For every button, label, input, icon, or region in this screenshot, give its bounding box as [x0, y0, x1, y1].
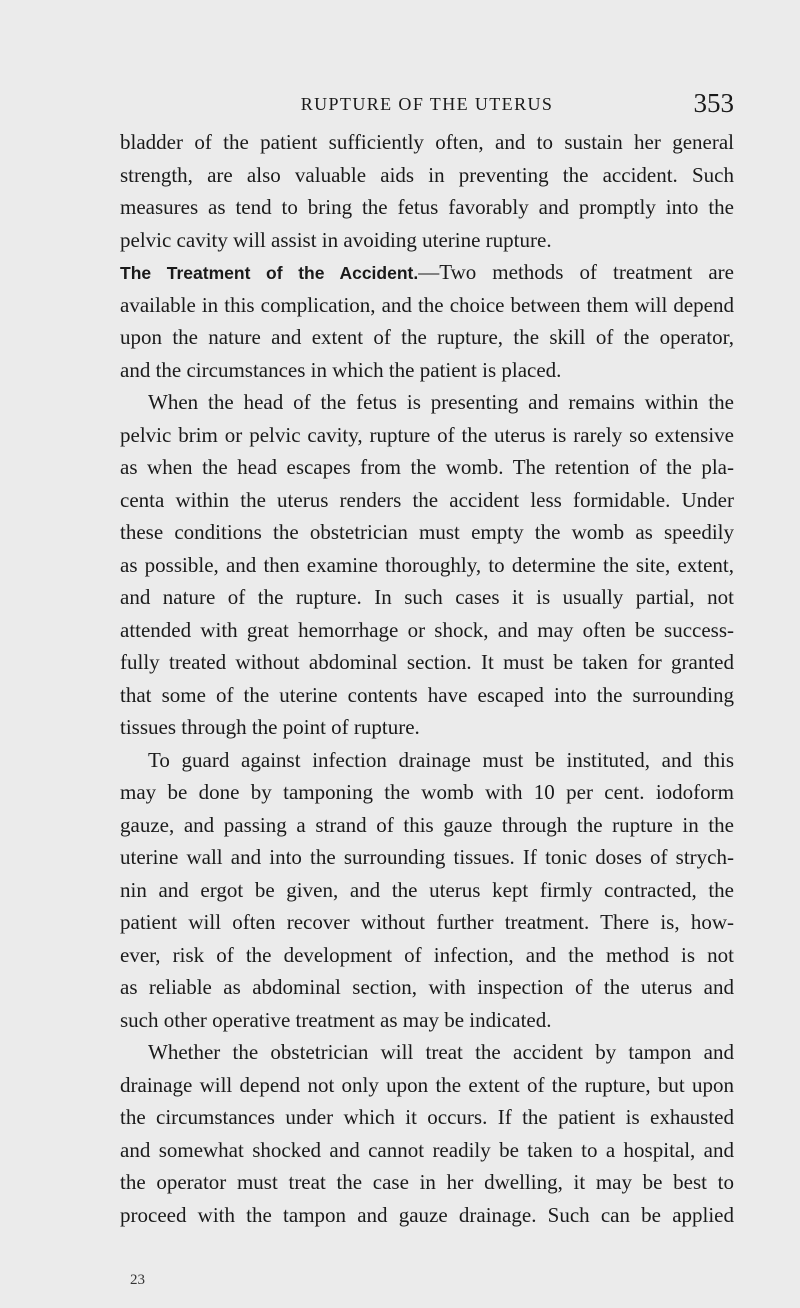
text-line: ever, risk of the development of infection, and the method is not — [120, 942, 734, 967]
text-line-fragment: —Two methods of treatment are — [418, 260, 734, 284]
signature-mark: 23 — [130, 1272, 145, 1288]
text-line: centa within the uterus renders the accident less formidable. Under — [120, 487, 734, 512]
text-line: the circumstances under which it occurs. If the patient is exhausted — [120, 1105, 734, 1129]
text-line: available in this complication, and the choice between them will depend — [120, 292, 734, 317]
text-line: as reliable as abdominal section, with inspection of the uterus and — [120, 975, 734, 999]
running-head — [120, 88, 734, 118]
text-line: these conditions the obstetrician must empty the womb as speedily — [120, 520, 734, 544]
text-line: proceed with the tampon and gauze drainage. Such can be applied — [120, 1202, 734, 1227]
text-line: fully treated without abdominal section. It must be taken for granted — [120, 650, 734, 674]
text-line: patient will often recover without further treatment. There is, how- — [120, 910, 734, 934]
text-line: tissues through the point of rupture. — [120, 715, 420, 739]
text-line: as possible, and then examine thoroughly, to determine the site, extent, — [120, 552, 734, 577]
text-line: uterine wall and into the surrounding tissues. If tonic doses of strych- — [120, 845, 734, 869]
text-line: When the head of the fetus is presenting and remains within the — [148, 390, 734, 414]
text-line: attended with great hemorrhage or shock, and may often be success- — [120, 617, 734, 642]
text-line: strength, are also valuable aids in preventing the accident. Such — [120, 162, 734, 187]
text-line: and somewhat shocked and cannot readily be taken to a hospital, and — [120, 1137, 734, 1162]
section-heading-line — [120, 256, 734, 289]
section-heading: The Treatment of the Accident. — [120, 263, 419, 283]
text-line: nin and ergot be given, and the uterus kept firmly contracted, the — [120, 877, 734, 902]
text-line: pelvic brim or pelvic cavity, rupture of the uterus is rarely so extensive — [120, 422, 734, 447]
text-line: pelvic cavity will assist in avoiding uterine rupture. — [120, 227, 552, 252]
text-line: as when the head escapes from the womb. The retention of the pla- — [120, 455, 734, 479]
text-line: the operator must treat the case in her dwelling, it may be best to — [120, 1170, 734, 1194]
running-title: RUPTURE OF THE UTERUS — [300, 94, 554, 114]
text-line: drainage will depend not only upon the extent of the rupture, but upon — [120, 1072, 734, 1097]
text-line: Whether the obstetrician will treat the accident by tampon and — [148, 1040, 734, 1064]
body-text — [120, 126, 734, 1231]
text-line: upon the nature and extent of the rupture, the skill of the operator, — [120, 325, 734, 349]
text-line: such other operative treatment as may be indicated. — [120, 1007, 552, 1032]
text-line: measures as tend to bring the fetus favorably and promptly into the — [120, 195, 734, 219]
text-line: may be done by tamponing the womb with 10 per cent. iodoform — [120, 780, 734, 804]
text-line: that some of the uterine contents have escaped into the surrounding — [120, 682, 734, 707]
text-line: and nature of the rupture. In such cases it is usually partial, not — [120, 585, 734, 609]
text-line: bladder of the patient sufficiently often, and to sustain her general — [120, 130, 734, 154]
text-line: gauze, and passing a strand of this gauze through the rupture in the — [120, 812, 734, 837]
text-line: To guard against infection drainage must be instituted, and this — [148, 747, 734, 772]
text-line: and the circumstances in which the patient is placed. — [120, 357, 562, 382]
page-number: 353 — [693, 88, 734, 118]
